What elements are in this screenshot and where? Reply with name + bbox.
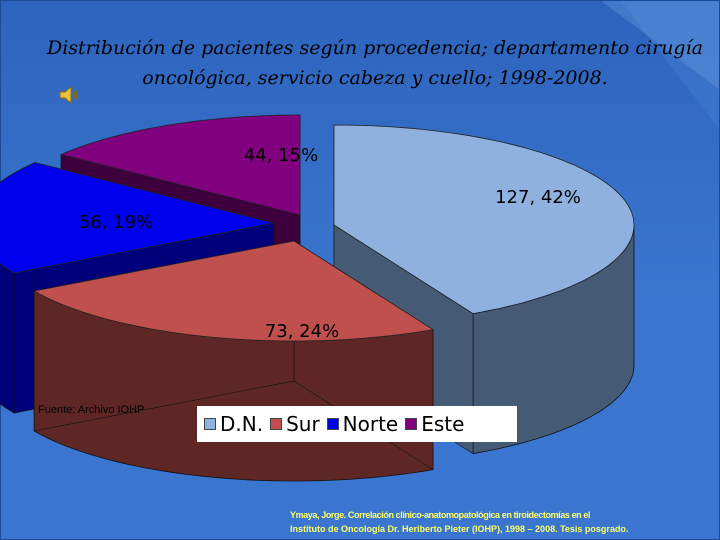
legend-swatch <box>327 418 339 430</box>
legend-item-dn. <box>204 412 263 436</box>
data-label-dn.: 127, 42% <box>495 187 581 208</box>
data-label-este: 44, 15% <box>243 145 319 166</box>
citation-line-2: Instituto de Oncología Dr. Heriberto Pieter (IOHP), 1998 – 2008. Tesis posgrado. <box>290 524 629 534</box>
legend-label: Sur <box>286 412 320 436</box>
legend-item-sur <box>270 412 320 436</box>
citation-line-1: Ymaya, Jorge. Correlación clínico-anatomopatológica en tiroidectomías en el <box>290 510 591 520</box>
title-line-1: Distribución de pacientes según procedencia; departamento cirugía <box>46 37 704 59</box>
legend-label: D.N. <box>220 412 264 436</box>
title-line-2: oncológica, servicio cabeza y cuello; 1998-2008. <box>142 67 608 89</box>
legend-item-este <box>405 412 464 436</box>
source-note: Fuente: Archivo IOHP <box>38 404 145 416</box>
citation-note <box>290 508 710 536</box>
legend-label: Este <box>421 412 465 436</box>
legend-swatch <box>204 418 216 430</box>
data-label-sur: 73, 24% <box>264 321 340 342</box>
legend-label: Norte <box>342 412 399 436</box>
legend-swatch <box>270 418 282 430</box>
data-label-norte: 56, 19% <box>78 212 154 233</box>
legend-item-norte <box>327 412 399 436</box>
chart-legend <box>197 406 517 442</box>
legend-swatch <box>405 418 417 430</box>
